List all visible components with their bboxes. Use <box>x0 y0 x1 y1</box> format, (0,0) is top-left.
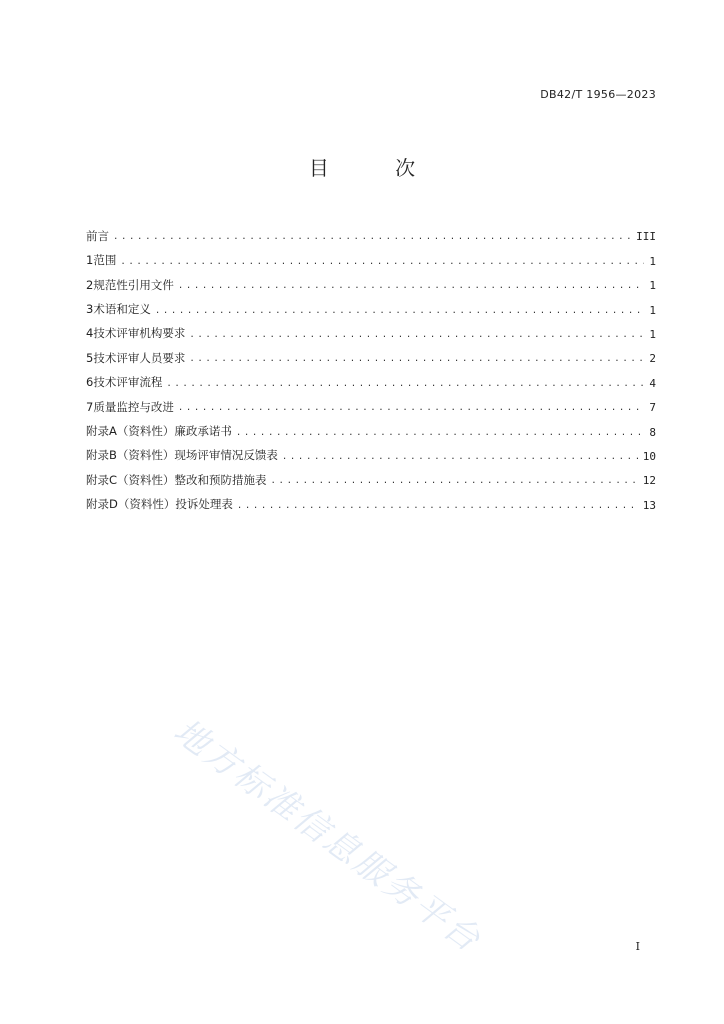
toc-entry-quality-monitoring[interactable] <box>86 389 656 413</box>
toc-entry-number: 1 <box>86 253 94 268</box>
toc-entry-foreword[interactable] <box>86 218 656 242</box>
toc-entry-number: 2 <box>86 277 94 292</box>
toc-page-number: III <box>636 230 656 244</box>
toc-entry-number: 7 <box>86 399 94 414</box>
toc-dot-leader <box>178 282 644 291</box>
toc-appendix-prefix: 附录A（资料性） <box>86 424 175 439</box>
toc-entry-review-process[interactable] <box>86 364 656 388</box>
toc-dot-leader <box>166 380 644 389</box>
toc-page-number: 10 <box>642 449 656 463</box>
toc-page-number: 1 <box>649 303 656 317</box>
toc-entry-number: 5 <box>86 350 94 365</box>
toc-entry-review-institution[interactable] <box>86 316 656 340</box>
toc-entry-number: 4 <box>86 326 94 341</box>
toc-entry-label: 技术评审人员要求 <box>93 350 186 365</box>
toc-entry-appendix-b[interactable] <box>86 438 656 462</box>
toc-page-number: 1 <box>649 327 656 341</box>
toc-page-number: 7 <box>649 401 656 415</box>
toc-dot-leader <box>237 502 639 511</box>
toc-entry-label: 技术评审机构要求 <box>93 326 186 341</box>
toc-dot-leader <box>120 258 644 267</box>
toc-dot-leader <box>189 355 644 364</box>
toc-appendix-prefix: 附录C（资料性） <box>86 472 175 487</box>
toc-entry-appendix-a[interactable] <box>86 413 656 437</box>
page-number: I <box>635 940 640 953</box>
toc-entry-number: 3 <box>86 302 94 317</box>
toc-entry-appendix-c[interactable] <box>86 462 656 486</box>
watermark: 地方标准信息服务平台 <box>166 711 490 961</box>
toc-entry-label: 现场评审情况反馈表 <box>174 448 278 463</box>
toc-entry-label: 技术评审流程 <box>93 375 163 390</box>
toc-entry-review-personnel[interactable] <box>86 340 656 364</box>
toc-appendix-prefix: 附录D（资料性） <box>86 497 176 512</box>
toc-dot-leader <box>178 404 644 413</box>
toc-entry-label: 整改和预防措施表 <box>174 472 267 487</box>
toc-dot-leader <box>271 477 639 486</box>
toc-page-number: 1 <box>649 254 656 268</box>
page-title: 目 次 <box>308 156 446 180</box>
toc-dot-leader <box>236 429 644 438</box>
toc-entry-normative-references[interactable] <box>86 267 656 291</box>
toc-entry-terms-definitions[interactable] <box>86 291 656 315</box>
toc-dot-leader <box>113 233 632 242</box>
toc-page-number: 1 <box>649 279 656 293</box>
toc-entry-label: 投诉处理表 <box>175 497 233 512</box>
toc-entry-appendix-d[interactable] <box>86 486 656 510</box>
toc-entry-label: 术语和定义 <box>93 302 151 317</box>
toc-entry-scope[interactable] <box>86 242 656 266</box>
toc-page-number: 2 <box>649 352 656 366</box>
toc-entry-label: 规范性引用文件 <box>93 277 174 292</box>
toc-appendix-prefix: 附录B（资料性） <box>86 448 175 463</box>
toc-entry-label: 前言 <box>86 228 109 243</box>
toc-entry-number: 6 <box>86 375 94 390</box>
toc-page-number: 12 <box>642 474 656 488</box>
toc-page-number: 4 <box>649 376 656 390</box>
toc-page-number: 13 <box>642 498 656 512</box>
toc-dot-leader <box>189 331 644 340</box>
toc-entry-label: 质量监控与改进 <box>93 399 174 414</box>
toc-entry-label: 廉政承诺书 <box>174 424 232 439</box>
toc-dot-leader <box>155 307 644 316</box>
toc-dot-leader <box>282 453 639 462</box>
toc-entry-label: 范围 <box>93 253 117 268</box>
table-of-contents <box>86 218 656 511</box>
document-code: DB42/T 1956—2023 <box>540 88 656 101</box>
toc-page-number: 8 <box>649 425 656 439</box>
